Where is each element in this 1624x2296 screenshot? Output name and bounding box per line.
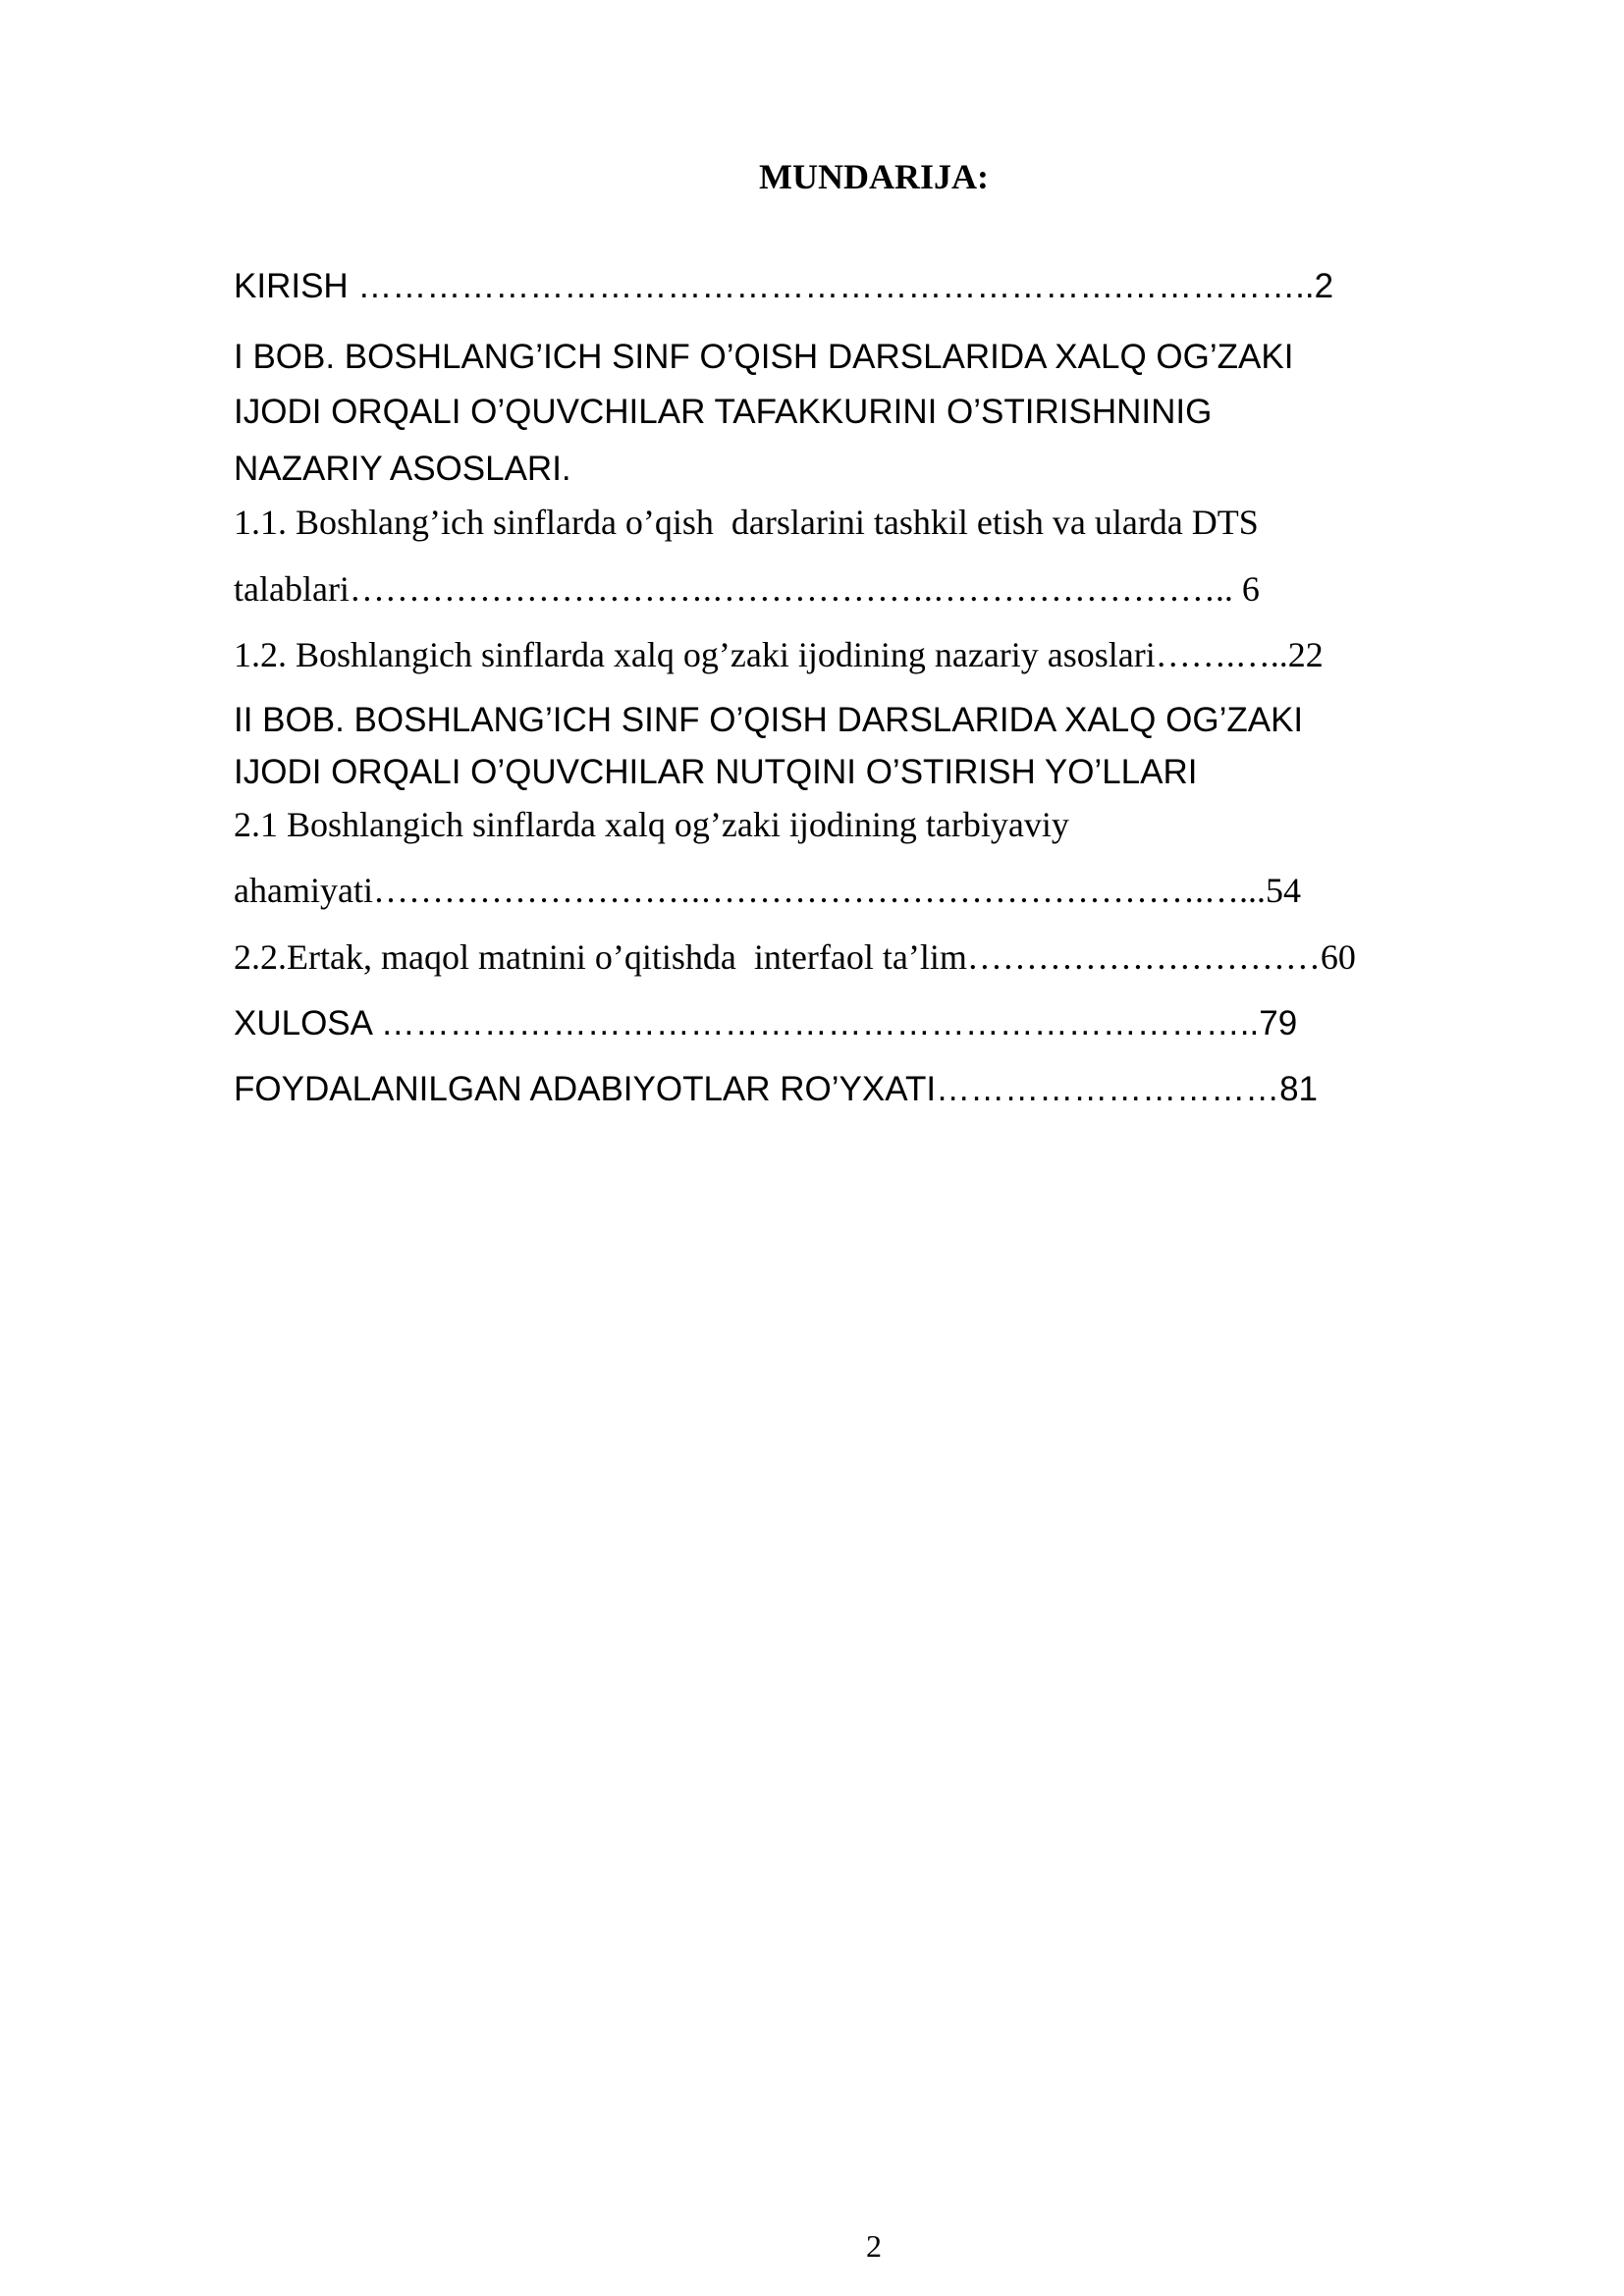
toc-chapter-1-line-1: I BOB. BOSHLANG’ICH SINF O’QISH DARSLARIDA XALQ OG’ZAKI	[234, 338, 1294, 376]
page-title: MUNDARIJA:	[759, 157, 989, 196]
toc-chapter-2-line-2: IJODI ORQALI O’QUVCHILAR NUTQINI O’STIRISH YO’LLARI	[234, 753, 1198, 791]
toc-chapter-1-line-3: NAZARIY ASOSLARI.	[234, 450, 571, 488]
toc-section-2-1-line-1: 2.1 Boshlangich sinflarda xalq og’zaki ijodining tarbiyaviy	[234, 805, 1069, 844]
toc-entry-kirish: KIRISH ………………………………………………………….……………..2	[234, 267, 1334, 305]
toc-section-2-1-line-2: ahamiyati……………………….…………………………………….…...54	[234, 871, 1301, 910]
toc-section-2-2: 2.2.Ertak, maqol matnini o’qitishda interfaol ta’lim…………………………60	[234, 937, 1356, 977]
toc-entry-xulosa: XULOSA …………………………………………………………………..79	[234, 1004, 1298, 1042]
toc-section-1-2: 1.2. Boshlangich sinflarda xalq og’zaki ijodining nazariy asoslari…….…..22	[234, 635, 1324, 674]
toc-section-1-1-line-2: talablari………………………….……………….…………………….. 6	[234, 569, 1260, 609]
toc-chapter-2-line-1: II BOB. BOSHLANG’ICH SINF O’QISH DARSLARIDA XALQ OG’ZAKI	[234, 701, 1304, 739]
toc-section-1-1-line-1: 1.1. Boshlang’ich sinflarda o’qish darslarini tashkil etish va ularda DTS	[234, 503, 1259, 542]
toc-entry-references: FOYDALANILGAN ADABIYOTLAR RO’YXATI…………………………81	[234, 1070, 1319, 1108]
page-number: 2	[866, 2228, 882, 2264]
toc-chapter-1-line-2: IJODI ORQALI O’QUVCHILAR TAFAKKURINI O’STIRISHNINIG	[234, 393, 1213, 431]
